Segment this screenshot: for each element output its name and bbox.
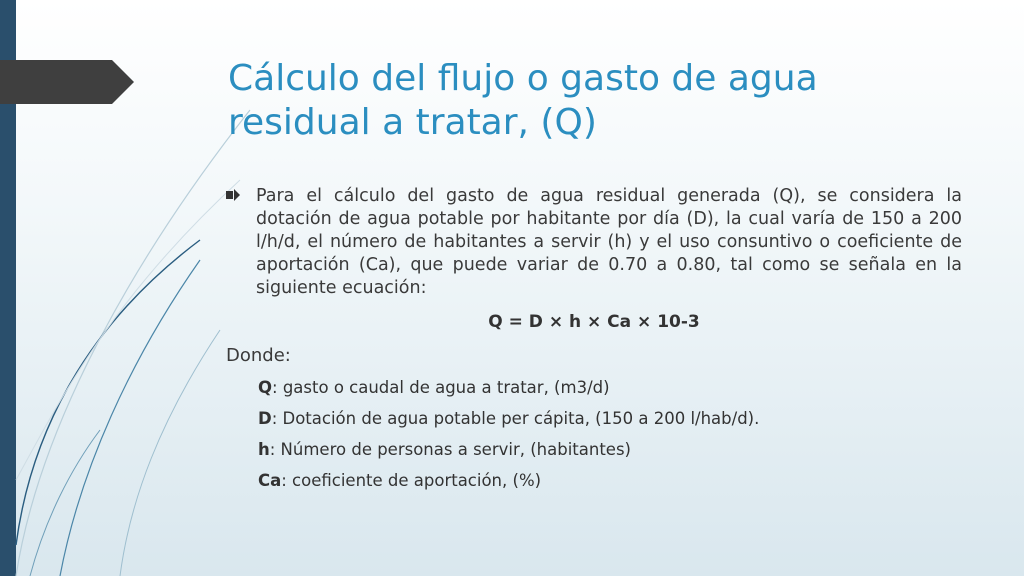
- donde-label: Donde:: [226, 345, 291, 366]
- definition-term: h: [258, 440, 270, 459]
- definition-term: Ca: [258, 471, 282, 490]
- definition-text: : Dotación de agua potable per cápita, (150 a 200 l/hab/d).: [271, 409, 760, 428]
- definition-text: : Número de personas a servir, (habitantes): [269, 440, 631, 459]
- definition-text: : gasto o caudal de agua a tratar, (m3/d): [272, 378, 610, 397]
- bullet-paragraph: [226, 185, 962, 300]
- equation: Q = D × h × Ca × 10-3: [488, 312, 700, 332]
- arrow-bullet-icon: [226, 189, 240, 201]
- title-arrow-shape: [0, 60, 134, 104]
- definition-term: Q: [258, 378, 273, 397]
- definition-item: [258, 409, 759, 440]
- definition-item: [258, 378, 759, 409]
- definition-item: [258, 440, 759, 471]
- definition-term: D: [258, 409, 272, 428]
- bullet-text: Para el cálculo del gasto de agua residual generada (Q), se considera la dotación de agua potable por habitante por día (D), la cual varía de 150 a 200 l/h/d, el número de habitantes a servir (h) y el uso consuntivo o coeficiente de aportación (Ca), que puede variar de 0.70 a 0.80, tal como se señala en la siguiente ecuación:: [256, 186, 962, 298]
- definition-text: : coeficiente de aportación, (%): [281, 471, 542, 490]
- slide-title: Cálculo del flujo o gasto de agua residual a tratar, (Q): [228, 58, 818, 143]
- definition-list: [258, 378, 759, 502]
- definition-item: [258, 471, 759, 502]
